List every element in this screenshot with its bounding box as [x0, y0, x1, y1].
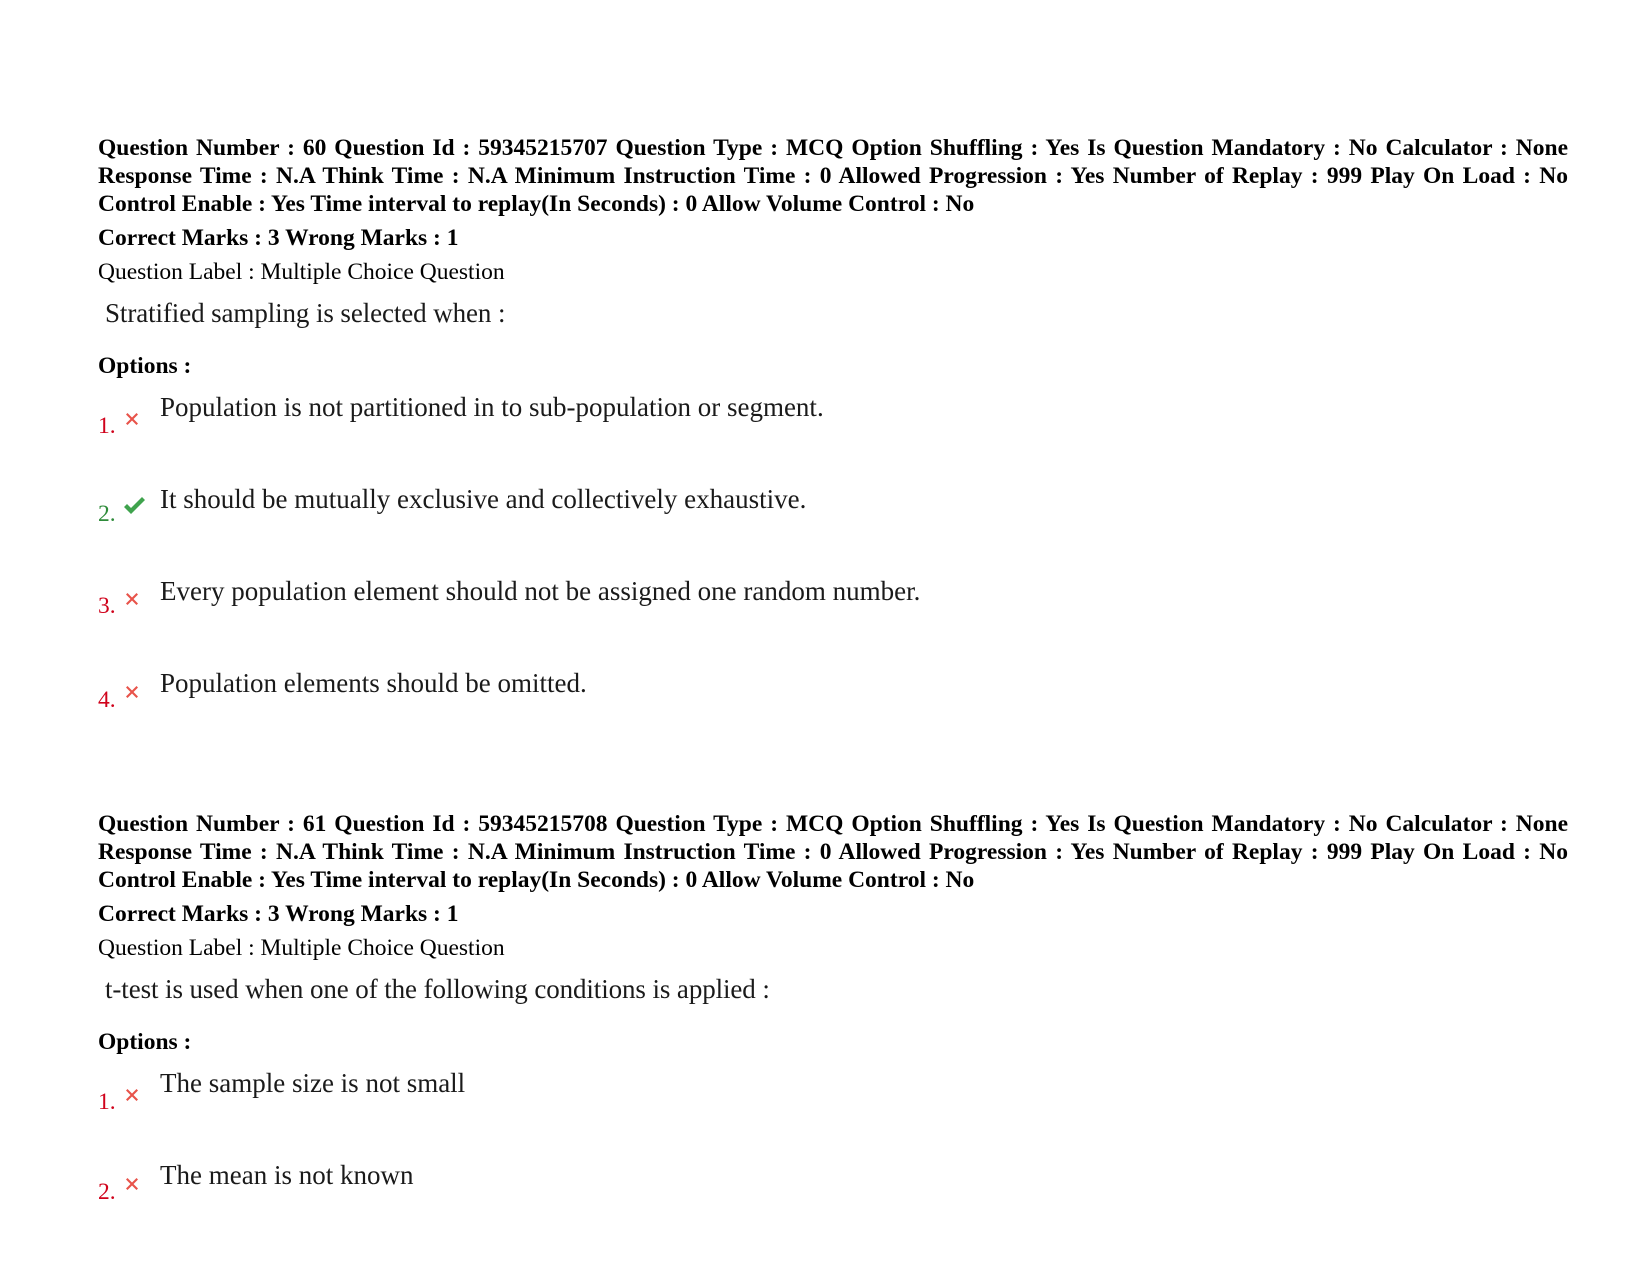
option-item: [98, 390, 1568, 482]
question-label: Question Label : Multiple Choice Question: [98, 259, 505, 285]
option-number: 1.: [98, 1089, 116, 1115]
option-item: [98, 666, 1568, 758]
option-number: 3.: [98, 593, 116, 619]
option-item: [98, 1066, 1568, 1158]
question-block: [98, 134, 1568, 758]
option-item: [98, 482, 1568, 574]
question-meta: Question Number : 61 Question Id : 59345215708 Question Type : MCQ Option Shuffling : Yes Is Question Mandatory : No Calculator : None Response Time : N.A Think Time : N.A Minimum Instruction Time : 0 Allowed Progression : Yes Number of Replay : 999 Play On Load : No Control Enable : Yes Time interval to replay(In Seconds) : 0 Allow Volume Control : No: [98, 811, 1568, 893]
cross-icon: [122, 1085, 142, 1105]
option-text: It should be mutually exclusive and collectively exhaustive.: [160, 484, 807, 514]
options-list: [98, 390, 1568, 758]
option-text: Population is not partitioned in to sub-population or segment.: [160, 392, 824, 422]
question-stem: t-test is used when one of the following conditions is applied :: [105, 974, 770, 1004]
option-number: 1.: [98, 413, 116, 439]
option-text: Population elements should be omitted.: [160, 668, 587, 698]
cross-icon: [122, 409, 142, 429]
cross-icon: [122, 589, 142, 609]
option-text: The sample size is not small: [160, 1068, 466, 1098]
check-icon: [122, 495, 146, 517]
question-stem: Stratified sampling is selected when :: [105, 298, 506, 328]
option-number: 2.: [98, 1179, 116, 1205]
question-marks: Correct Marks : 3 Wrong Marks : 1: [98, 225, 459, 251]
question-meta: Question Number : 60 Question Id : 59345215707 Question Type : MCQ Option Shuffling : Yes Is Question Mandatory : No Calculator : None Response Time : N.A Think Time : N.A Minimum Instruction Time : 0 Allowed Progression : Yes Number of Replay : 999 Play On Load : No Control Enable : Yes Time interval to replay(In Seconds) : 0 Allow Volume Control : No: [98, 135, 1568, 217]
options-heading: Options :: [98, 1029, 192, 1055]
option-text: The mean is not known: [160, 1160, 414, 1190]
cross-icon: [122, 1174, 142, 1194]
cross-icon: [122, 682, 142, 702]
option-number: 4.: [98, 687, 116, 713]
option-text: Every population element should not be assigned one random number.: [160, 576, 921, 606]
question-marks: Correct Marks : 3 Wrong Marks : 1: [98, 901, 459, 927]
option-number: 2.: [98, 501, 116, 527]
option-item: [98, 1158, 1568, 1250]
question-label: Question Label : Multiple Choice Question: [98, 935, 505, 961]
options-heading: Options :: [98, 353, 192, 379]
options-list: [98, 1066, 1568, 1250]
question-block: [98, 810, 1568, 1250]
option-item: [98, 574, 1568, 666]
